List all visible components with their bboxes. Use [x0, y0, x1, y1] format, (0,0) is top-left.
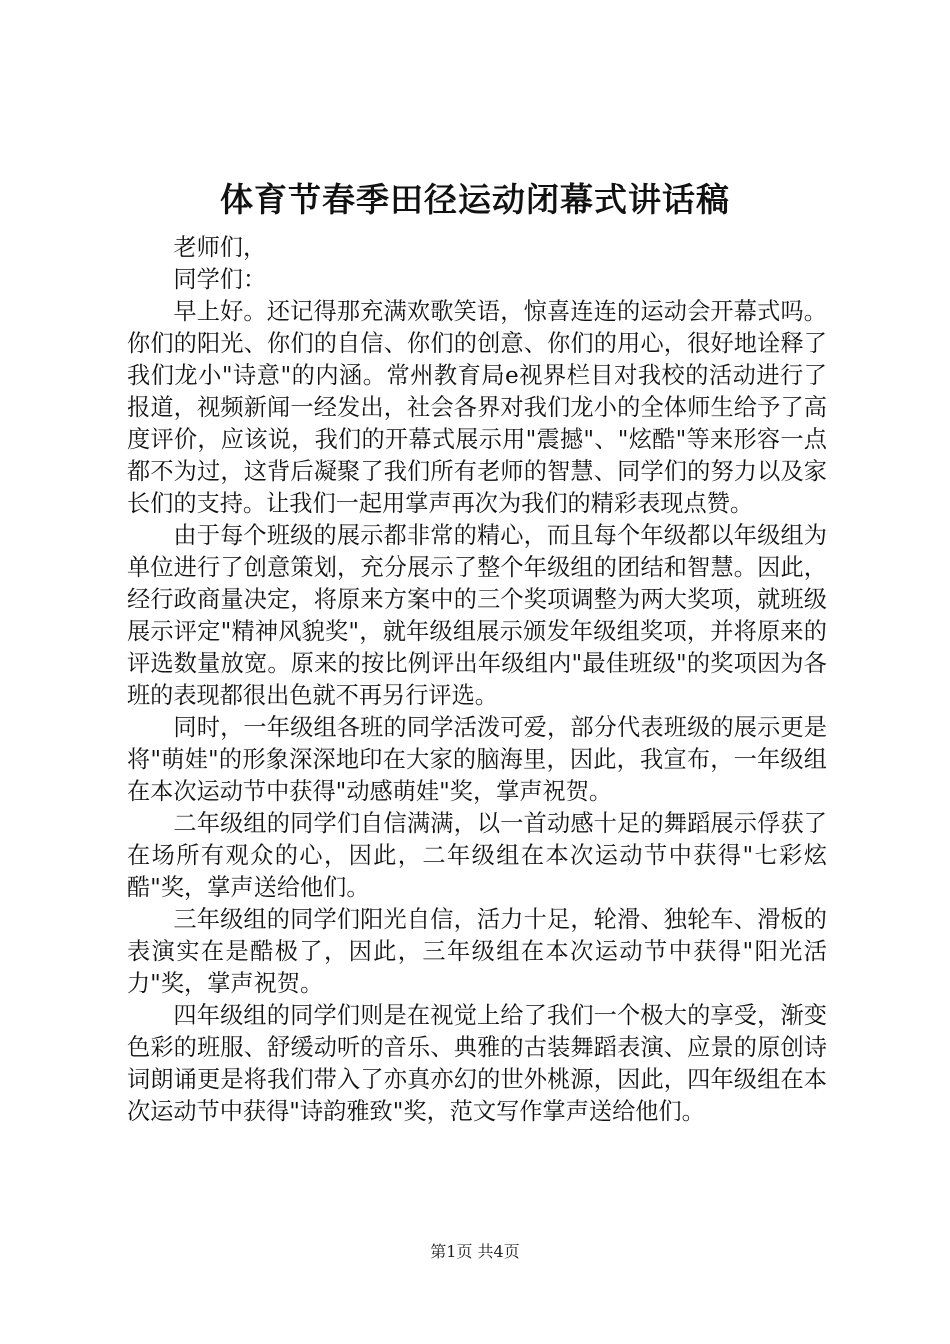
body-paragraph: 二年级组的同学们自信满满，以一首动感十足的舞蹈展示俘获了在场所有观众的心，因此，二年级组在本次运动节中获得"七彩炫酷"奖，掌声送给他们。	[127, 810, 827, 901]
document-title: 体育节春季田径运动闭幕式讲话稿	[220, 180, 730, 219]
salutation-students: 同学们：	[173, 266, 267, 293]
body-paragraph: 四年级组的同学们则是在视觉上给了我们一个极大的享受，渐变色彩的班服、舒缓动听的音乐、典雅的古装舞蹈表演、应景的原创诗词朗诵更是将我们带入了亦真亦幻的世外桃源，因此，四年级组在本次运动节中获得"诗韵雅致"奖，范文写作掌声送给他们。	[127, 1002, 827, 1125]
salutation-teachers: 老师们，	[173, 234, 267, 261]
document-body	[127, 232, 827, 1128]
body-paragraph: 早上好。还记得那充满欢歌笑语，惊喜连连的运动会开幕式吗。你们的阳光、你们的自信、你们的创意、你们的用心，很好地诠释了我们龙小"诗意"的内涵。常州教育局e视界栏目对我校的活动进行了报道，视频新闻一经发出，社会各界对我们龙小的全体师生给予了高度评价，应该说，我们的开幕式展示用"震撼"、"炫酷"等来形容一点都不为过，这背后凝聚了我们所有老师的智慧、同学们的努力以及家长们的支持。让我们一起用掌声再次为我们的精彩表现点赞。	[127, 298, 827, 517]
body-paragraph: 同时，一年级组各班的同学活泼可爱，部分代表班级的展示更是将"萌娃"的形象深深地印在大家的脑海里，因此，我宣布，一年级组在本次运动节中获得"动感萌娃"奖，掌声祝贺。	[127, 714, 827, 805]
page-number-footer: 第1页 共4页	[430, 1242, 520, 1261]
body-paragraph: 由于每个班级的展示都非常的精心，而且每个年级都以年级组为单位进行了创意策划，充分展示了整个年级组的团结和智慧。因此，经行政商量决定，将原来方案中的三个奖项调整为两大奖项，就班级展示评定"精神风貌奖"，就年级组展示颁发年级组奖项，并将原来的评选数量放宽。原来的按比例评出年级组内"最佳班级"的奖项因为各班的表现都很出色就不再另行评选。	[127, 522, 827, 709]
body-paragraph: 三年级组的同学们阳光自信，活力十足，轮滑、独轮车、滑板的表演实在是酷极了，因此，三年级组在本次运动节中获得"阳光活力"奖，掌声祝贺。	[127, 906, 827, 997]
